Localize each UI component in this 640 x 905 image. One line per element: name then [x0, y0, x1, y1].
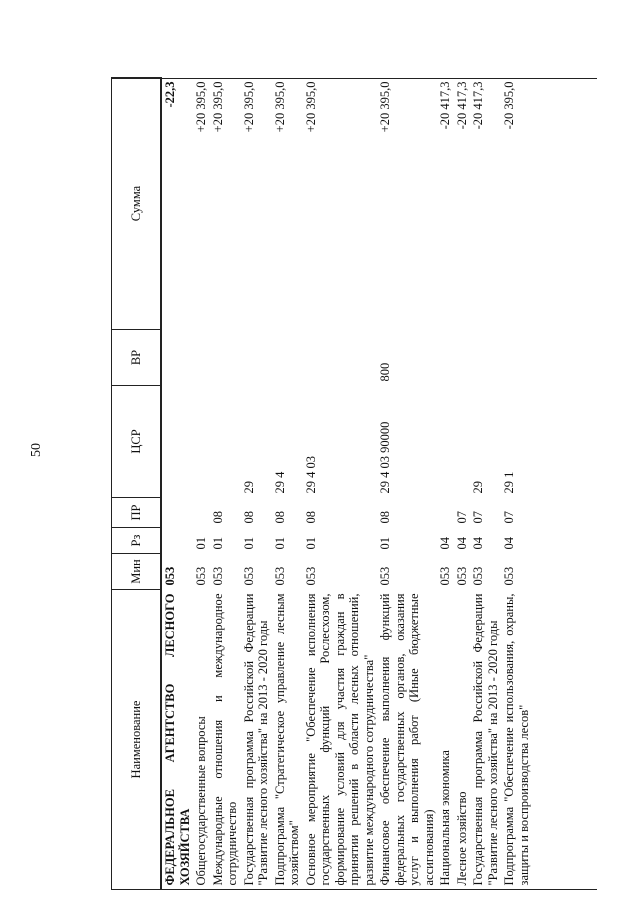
cell-min: 053 — [163, 566, 177, 586]
cell-sum: -22,3 — [163, 81, 177, 108]
cell-rz: 01 — [272, 537, 287, 550]
cell-vr — [193, 330, 210, 386]
cell-name: Государственная программа Российской Федерации "Развитие лесного хозяйства" на 2013 - 2020 годы — [471, 593, 500, 886]
cell-sum: +20 395,0 — [210, 81, 225, 133]
cell-sum: +20 395,0 — [194, 81, 208, 133]
cell-min: 053 — [438, 566, 452, 586]
header-rz: Рз — [112, 528, 162, 554]
cell-sum: +20 395,0 — [303, 81, 318, 133]
cell-name: Государственная программа Российской Федерации "Развитие лесного хозяйства" на 2013 - 2020 годы — [241, 593, 270, 886]
cell-rz: 04 — [438, 537, 452, 550]
cell-csr — [161, 386, 193, 498]
cell-pr: 08 — [272, 511, 287, 524]
cell-csr: 29 1 — [502, 471, 516, 494]
cell-vr — [454, 330, 471, 386]
cell-name: Национальная экономика — [438, 750, 452, 886]
cell-csr: 29 4 — [272, 471, 287, 494]
cell-csr: 29 4 03 — [303, 456, 318, 494]
cell-min: 053 — [194, 566, 208, 586]
cell-vr — [470, 330, 501, 386]
cell-pr — [193, 498, 210, 528]
header-sum: Сумма — [112, 78, 162, 330]
cell-rz: 01 — [210, 537, 225, 550]
cell-name: Финансовое обеспечение выполнения функций федеральных государственных органов, оказания услуг и выполнения работ (Иные бюджетные ассигнования) — [378, 593, 436, 886]
cell-min: 053 — [378, 566, 392, 586]
cell-sum: -20 417,3 — [454, 81, 469, 130]
page-number: 50 — [29, 443, 44, 457]
cell-csr — [193, 386, 210, 498]
rotated-page — [111, 78, 597, 890]
header-min: Мин — [112, 554, 162, 590]
cell-rz: 04 — [502, 537, 516, 550]
cell-rz: 01 — [241, 537, 256, 550]
cell-name: Международные отношения и международное сотрудничество — [210, 593, 239, 886]
cell-pr — [161, 498, 193, 528]
cell-rz: 01 — [378, 537, 392, 550]
cell-pr: 08 — [303, 511, 318, 524]
cell-rz: 01 — [194, 537, 208, 550]
cell-csr — [454, 386, 471, 498]
cell-sum: +20 395,0 — [378, 81, 392, 133]
table-row — [272, 78, 303, 890]
header-name: Наименование — [112, 590, 162, 890]
cell-pr: 08 — [378, 511, 392, 524]
cell-name: Подпрограмма "Обеспечение использования, охраны, защиты и воспроизводства лесов" — [502, 593, 531, 886]
cell-pr — [437, 498, 454, 528]
cell-csr: 29 — [241, 481, 256, 494]
cell-vr — [210, 330, 241, 386]
cell-csr — [437, 386, 454, 498]
cell-min: 053 — [241, 566, 256, 586]
cell-pr: 07 — [454, 511, 469, 524]
table-header-row — [112, 78, 162, 890]
cell-pr: 07 — [502, 511, 516, 524]
table-row — [303, 78, 378, 890]
cell-min: 053 — [502, 566, 516, 586]
cell-rz: 04 — [454, 537, 469, 550]
cell-vr — [241, 330, 272, 386]
cell-sum: -20 417,3 — [438, 81, 452, 130]
cell-min: 053 — [272, 566, 287, 586]
table-row — [454, 78, 471, 890]
table-row — [241, 78, 272, 890]
header-pr: ПР — [112, 498, 162, 528]
table-row — [193, 78, 210, 890]
cell-min: 053 — [210, 566, 225, 586]
cell-sum: -20 417,3 — [471, 81, 485, 130]
cell-sum: -20 395,0 — [502, 81, 516, 130]
cell-csr: 29 — [471, 481, 485, 494]
budget-table — [111, 77, 532, 890]
cell-pr: 08 — [241, 511, 256, 524]
cell-vr — [437, 330, 454, 386]
cell-vr — [501, 330, 532, 386]
cell-min: 053 — [471, 566, 485, 586]
cell-name: Лесное хозяйство — [454, 791, 469, 886]
table-row — [437, 78, 454, 890]
table-row — [377, 78, 437, 890]
cell-vr: 800 — [378, 362, 392, 382]
cell-csr: 29 4 03 90000 — [378, 421, 392, 494]
cell-pr: 07 — [471, 511, 485, 524]
table-row — [470, 78, 501, 890]
cell-name: ФЕДЕРАЛЬНОЕ АГЕНТСТВО ЛЕСНОГО ХОЗЯЙСТВА — [163, 593, 192, 886]
cell-name: Подпрограмма "Стратегическое управление лесным хозяйством" — [272, 593, 301, 886]
table-row — [210, 78, 241, 890]
header-vr: ВР — [112, 330, 162, 386]
cell-csr — [210, 386, 241, 498]
cell-name: Общегосударственные вопросы — [194, 716, 208, 886]
cell-min: 053 — [303, 566, 318, 586]
table-row — [161, 78, 193, 890]
cell-rz — [161, 528, 193, 554]
header-csr: ЦСР — [112, 386, 162, 498]
cell-pr: 08 — [210, 511, 225, 524]
cell-min: 053 — [454, 566, 469, 586]
cell-vr — [272, 330, 303, 386]
cell-vr — [303, 330, 378, 386]
cell-rz: 01 — [303, 537, 318, 550]
cell-vr — [161, 330, 193, 386]
cell-rz: 04 — [471, 537, 485, 550]
table-row — [501, 78, 532, 890]
cell-sum: +20 395,0 — [272, 81, 287, 133]
cell-name: Основное мероприятие "Обеспечение исполнения государственных функций Рослесхозом, формирование условий для участия граждан в принятии решений в области лесных отношений, развитие международного сотрудничества" — [303, 593, 376, 886]
cell-sum: +20 395,0 — [241, 81, 256, 133]
